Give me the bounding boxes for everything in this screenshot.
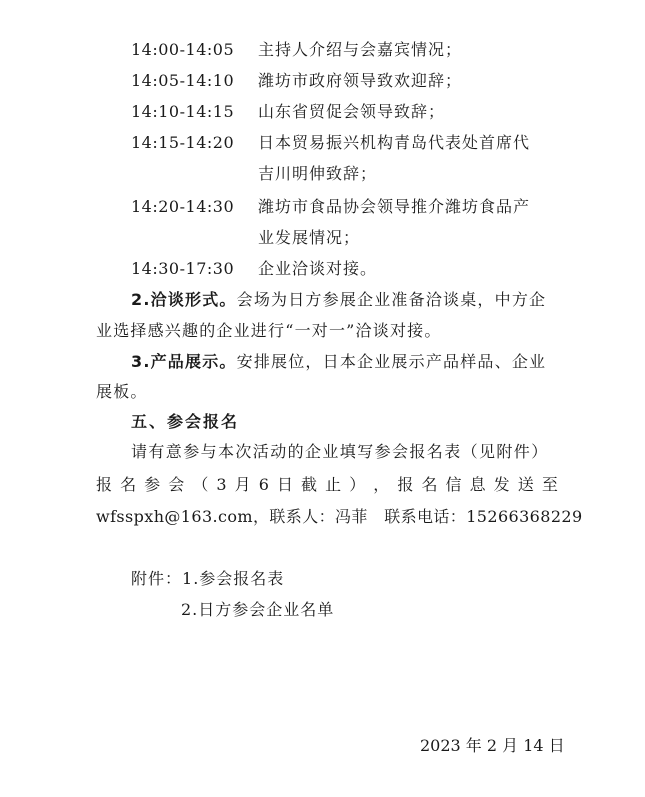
registration-char: 会 (168, 475, 185, 494)
registration-char: 月 (234, 475, 251, 494)
section-heading-registration: 五、参会报名 (131, 412, 240, 431)
schedule-desc: 主持人介绍与会嘉宾情况； (258, 40, 463, 59)
negotiation-paragraph-line2: 业选择感兴趣的企业进行“一对一”洽谈对接。 (96, 321, 442, 340)
product-display-line1 (131, 351, 546, 373)
negotiation-label: 2.洽谈形式。 (131, 290, 237, 309)
schedule-time: 14:30-17:30 (131, 259, 235, 278)
registration-line1: 请有意参与本次活动的企业填写参会报名表（见附件） (131, 442, 549, 461)
registration-char: 参 (144, 475, 161, 494)
schedule-desc-cont: 业发展情况； (258, 228, 361, 247)
negotiation-text: 会场为日方参展企业准备洽谈桌，中方企 (236, 290, 547, 309)
schedule-desc: 山东省贸促会领导致辞； (258, 102, 446, 121)
registration-char: 6 (258, 475, 269, 494)
product-display-line2: 展板。 (96, 382, 148, 401)
registration-char: 息 (469, 475, 486, 494)
schedule-desc-cont: 吉川明伸致辞； (258, 164, 378, 183)
registration-line2 (96, 474, 558, 496)
schedule-time: 14:00-14:05 (131, 40, 235, 59)
registration-char: 报 (96, 475, 113, 494)
registration-char: ， (373, 475, 390, 494)
registration-char: 至 (541, 475, 558, 494)
product-display-label: 3.产品展示。 (131, 352, 237, 371)
negotiation-paragraph-line1 (131, 289, 546, 311)
attachments-label: 附件： (131, 569, 183, 588)
registration-char: ） (349, 475, 366, 494)
schedule-desc: 潍坊市政府领导致欢迎辞； (258, 71, 463, 90)
registration-char: 报 (397, 475, 414, 494)
schedule-time: 14:20-14:30 (131, 197, 235, 216)
registration-char: 日 (276, 475, 293, 494)
registration-char: 名 (120, 475, 137, 494)
registration-line3-contact: wfsspxh@163.com，联系人：冯菲 联系电话：15266368229 (96, 507, 583, 526)
registration-char: 名 (421, 475, 438, 494)
schedule-desc: 潍坊市食品协会领导推介潍坊食品产 (258, 197, 531, 216)
schedule-desc: 日本贸易振兴机构青岛代表处首席代 (258, 133, 531, 152)
registration-char: 信 (445, 475, 462, 494)
product-display-text: 安排展位，日本企业展示产品样品、企业 (236, 352, 547, 371)
registration-char: 发 (493, 475, 510, 494)
attachment-item-2: 2.日方参会企业名单 (181, 600, 335, 619)
schedule-time: 14:15-14:20 (131, 133, 235, 152)
schedule-time: 14:10-14:15 (131, 102, 235, 121)
registration-char: 送 (517, 475, 534, 494)
registration-char: （ (192, 475, 209, 494)
registration-char: 截 (301, 475, 318, 494)
document-date: 2023 年 2 月 14 日 (420, 736, 565, 755)
attachment-item-1: 1.参会报名表 (182, 569, 285, 588)
attachments-line1 (131, 568, 284, 590)
schedule-desc: 企业洽谈对接。 (258, 259, 378, 278)
registration-char: 3 (216, 475, 227, 494)
registration-char: 止 (325, 475, 342, 494)
schedule-time: 14:05-14:10 (131, 71, 235, 90)
